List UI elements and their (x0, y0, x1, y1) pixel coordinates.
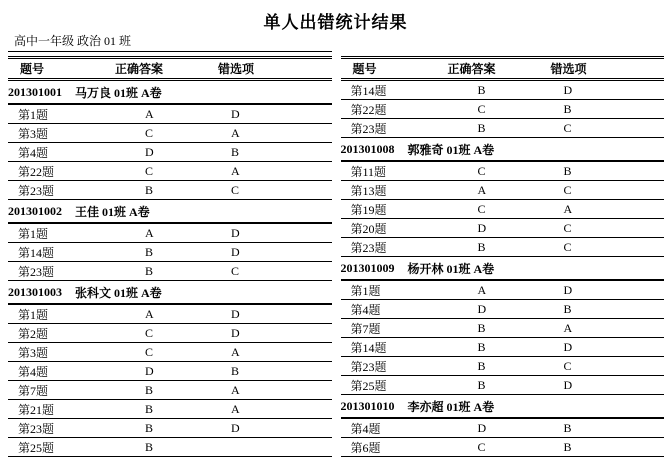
cell-question-number: 第20题 (350, 221, 387, 236)
table-row (341, 219, 665, 238)
student-info: 马万良 01班 A卷 (75, 85, 162, 100)
cell-question-number: 第25题 (350, 378, 387, 393)
student-info: 杨开林 01班 A卷 (407, 261, 495, 276)
table-row-group (341, 417, 665, 457)
cell-question-number: 第4题 (18, 145, 49, 160)
cell-wrong-choice: B (563, 420, 572, 435)
cell-correct-answer: B (477, 320, 486, 335)
table-row-group (8, 303, 332, 457)
table-row (8, 262, 332, 281)
cell-wrong-choice: D (231, 325, 240, 340)
cell-question-number: 第25题 (18, 440, 55, 455)
student-section-header (341, 395, 665, 417)
cell-correct-answer: B (477, 358, 486, 373)
cell-correct-answer: B (145, 439, 154, 454)
table-row-group (341, 279, 665, 395)
cell-question-number: 第23题 (350, 240, 387, 255)
student-id: 201301009 (340, 260, 395, 275)
cell-wrong-choice: C (563, 220, 572, 235)
cell-correct-answer: A (477, 182, 487, 197)
student-section-header (8, 81, 332, 103)
table-row (8, 143, 332, 162)
table-row-group (341, 81, 665, 138)
cell-correct-answer: B (145, 263, 154, 278)
cell-wrong-choice: B (563, 163, 572, 178)
cell-question-number: 第1题 (18, 226, 49, 241)
table-row (341, 100, 665, 119)
header-question-number: 题号 (20, 62, 45, 76)
cell-question-number: 第23题 (350, 121, 387, 136)
cell-wrong-choice: D (563, 82, 573, 97)
table-row (8, 419, 332, 438)
student-id: 201301008 (340, 141, 395, 156)
cell-wrong-choice: A (231, 344, 240, 359)
cell-question-number: 第21题 (18, 402, 55, 417)
table-row (8, 243, 332, 262)
cell-question-number: 第23题 (18, 264, 55, 279)
cell-correct-answer: B (145, 401, 154, 416)
cell-correct-answer: B (145, 244, 154, 259)
header-correct-answer: 正确答案 (447, 62, 496, 76)
cell-question-number: 第6题 (350, 440, 381, 455)
cell-correct-answer: D (477, 420, 487, 435)
cell-wrong-choice: A (231, 382, 240, 397)
cell-correct-answer: D (477, 220, 487, 235)
student-section-header (341, 138, 665, 160)
table-row (8, 181, 332, 200)
student-info: 王佳 01班 A卷 (75, 204, 150, 219)
cell-wrong-choice: B (563, 301, 572, 316)
cell-wrong-choice: D (231, 106, 240, 121)
cell-wrong-choice: D (231, 306, 240, 321)
cell-question-number: 第11题 (350, 164, 387, 179)
student-info: 李亦超 01班 A卷 (407, 399, 495, 414)
cell-question-number: 第4题 (350, 421, 381, 436)
cell-question-number: 第4题 (18, 364, 49, 379)
cell-correct-answer: B (477, 82, 486, 97)
cell-wrong-choice: C (231, 263, 240, 278)
table-row (341, 419, 665, 438)
cell-wrong-choice: C (563, 182, 572, 197)
table-row (8, 362, 332, 381)
cell-wrong-choice: D (231, 244, 240, 259)
student-id: 201301010 (340, 398, 395, 413)
student-info: 张科文 01班 A卷 (75, 285, 162, 300)
cell-question-number: 第23题 (18, 421, 55, 436)
cell-correct-answer: C (145, 163, 154, 178)
cell-wrong-choice: B (231, 363, 240, 378)
table-row-group (341, 160, 665, 257)
cell-wrong-choice: C (231, 182, 240, 197)
cell-correct-answer: C (477, 163, 486, 178)
cell-question-number: 第23题 (18, 183, 55, 198)
table-row (8, 438, 332, 457)
cell-question-number: 第2题 (18, 326, 49, 341)
subtitle-spacer (341, 33, 665, 52)
cell-wrong-choice: C (563, 358, 572, 373)
table-row (8, 400, 332, 419)
student-info: 郭雅奇 01班 A卷 (407, 142, 495, 157)
cell-question-number: 第3题 (18, 345, 49, 360)
cell-wrong-choice: A (231, 401, 240, 416)
table-row (341, 376, 665, 395)
cell-question-number: 第7题 (18, 383, 49, 398)
cell-question-number: 第3题 (18, 126, 49, 141)
table-row (341, 162, 665, 181)
cell-correct-answer: D (477, 301, 487, 316)
table-row (341, 438, 665, 457)
table-row (341, 181, 665, 200)
table-row (8, 124, 332, 143)
table-row (8, 224, 332, 243)
table-row-group (8, 222, 332, 281)
cell-correct-answer: A (145, 306, 154, 321)
cell-correct-answer: B (145, 420, 154, 435)
table-row (341, 238, 665, 257)
cell-question-number: 第14题 (18, 245, 55, 260)
cell-correct-answer: C (477, 201, 486, 216)
table-header-row (8, 56, 332, 81)
table-row (8, 162, 332, 181)
cell-question-number: 第1题 (18, 307, 49, 322)
cell-wrong-choice: A (563, 201, 573, 216)
cell-wrong-choice: A (231, 125, 240, 140)
cell-question-number: 第22题 (350, 102, 387, 117)
cell-correct-answer: B (145, 382, 154, 397)
header-correct-answer: 正确答案 (115, 62, 164, 76)
student-section-header (8, 281, 332, 303)
table-row (341, 319, 665, 338)
cell-correct-answer: A (477, 282, 487, 297)
table-row (341, 200, 665, 219)
cell-wrong-choice: B (563, 101, 572, 116)
student-id: 201301001 (8, 84, 62, 99)
cell-wrong-choice: B (563, 439, 572, 454)
table-row-group (8, 103, 332, 200)
cell-wrong-choice: C (563, 239, 572, 254)
cell-correct-answer: B (477, 239, 486, 254)
header-wrong-choice: 错选项 (218, 62, 255, 76)
cell-correct-answer: B (145, 182, 154, 197)
report-title: 单人出错统计结果 (263, 13, 408, 32)
cell-correct-answer: B (477, 120, 486, 135)
table-row (341, 300, 665, 319)
cell-correct-answer: C (477, 101, 486, 116)
student-id: 201301003 (8, 284, 62, 299)
cell-wrong-choice: A (231, 163, 240, 178)
report-columns (0, 30, 671, 457)
table-row (341, 119, 665, 138)
cell-wrong-choice: D (563, 377, 573, 392)
cell-wrong-choice: A (563, 320, 573, 335)
table-row (8, 381, 332, 400)
cell-correct-answer: B (477, 377, 486, 392)
cell-question-number: 第4题 (350, 302, 381, 317)
cell-wrong-choice: D (231, 225, 240, 240)
header-question-number: 题号 (352, 62, 377, 76)
report-column-right (341, 33, 665, 457)
report-column-left (8, 33, 332, 457)
cell-correct-answer: B (477, 339, 486, 354)
cell-correct-answer: C (145, 325, 154, 340)
cell-wrong-choice: D (563, 282, 573, 297)
cell-question-number: 第1题 (18, 107, 49, 122)
cell-correct-answer: C (477, 439, 486, 454)
table-row (8, 305, 332, 324)
cell-wrong-choice: D (231, 420, 240, 435)
cell-question-number: 第13题 (350, 183, 387, 198)
table-row (341, 357, 665, 376)
student-section-header (8, 200, 332, 222)
cell-correct-answer: C (145, 344, 154, 359)
cell-correct-answer: D (145, 144, 154, 159)
cell-question-number: 第19题 (350, 202, 387, 217)
cell-wrong-choice: B (231, 144, 240, 159)
student-id: 201301002 (8, 203, 62, 218)
cell-question-number: 第1题 (350, 283, 381, 298)
cell-question-number: 第7题 (350, 321, 381, 336)
cell-question-number: 第22题 (18, 164, 55, 179)
cell-wrong-choice: C (563, 120, 572, 135)
cell-correct-answer: C (145, 125, 154, 140)
column-content-left (8, 56, 332, 457)
cell-correct-answer: D (145, 363, 154, 378)
column-content-right (341, 56, 665, 457)
cell-question-number: 第14题 (350, 340, 387, 355)
cell-correct-answer: A (145, 225, 154, 240)
cell-question-number: 第23题 (350, 359, 387, 374)
cell-wrong-choice: D (563, 339, 573, 354)
class-info-label: 高中一年级 政治 01 班 (8, 33, 332, 52)
table-row (341, 281, 665, 300)
header-wrong-choice: 错选项 (550, 62, 587, 76)
cell-question-number: 第14题 (350, 83, 387, 98)
table-row (8, 343, 332, 362)
table-row (341, 338, 665, 357)
cell-correct-answer: A (145, 106, 154, 121)
table-row (8, 324, 332, 343)
table-row (341, 81, 665, 100)
table-row (8, 105, 332, 124)
student-section-header (341, 257, 665, 279)
table-header-row (341, 56, 665, 81)
